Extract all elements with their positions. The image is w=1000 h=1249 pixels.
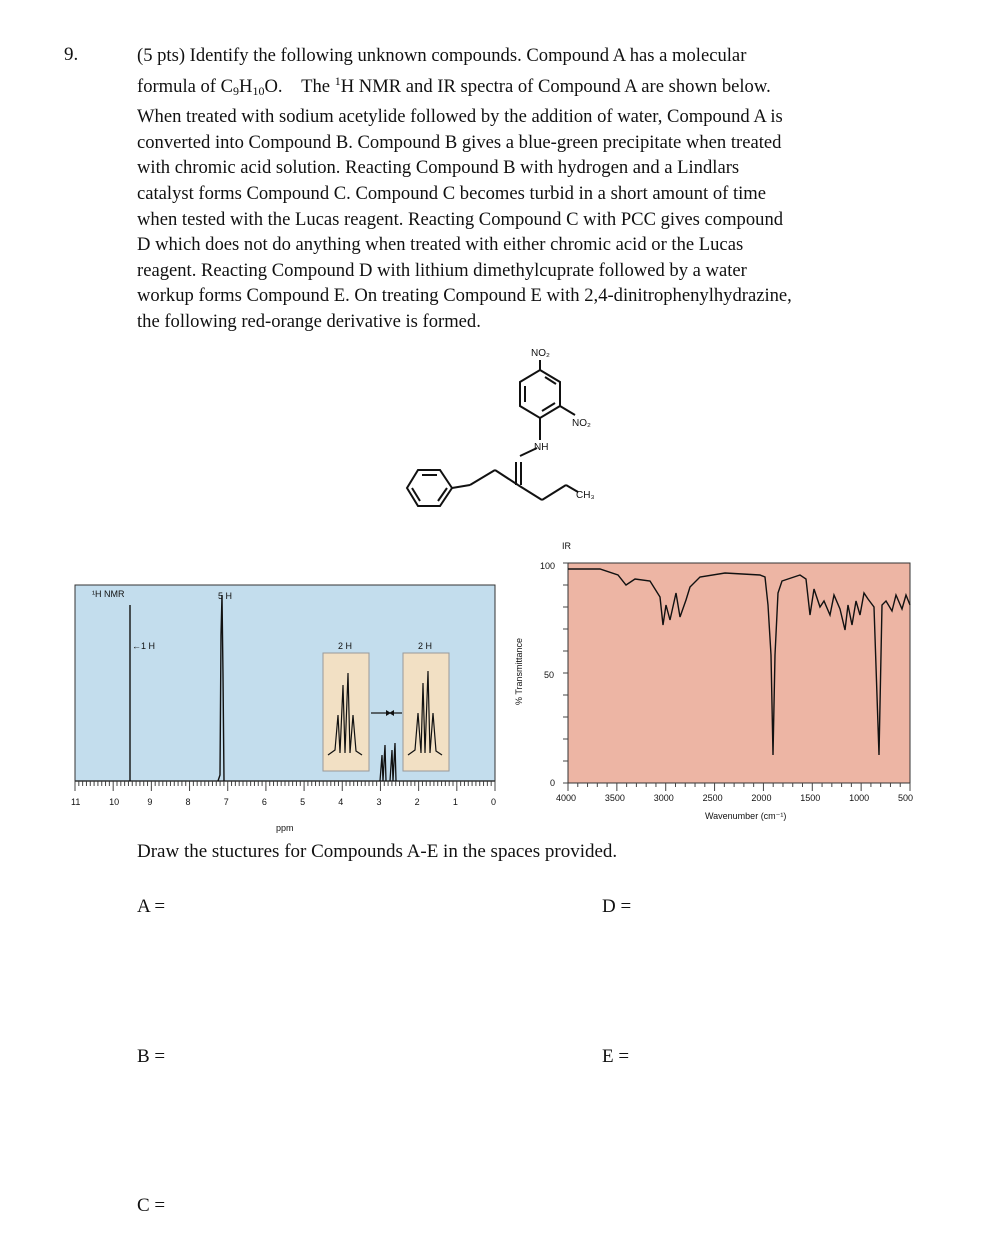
ir-y-tick-50: 50 — [544, 670, 555, 680]
ir-spectrum — [500, 535, 920, 825]
problem-line-6: catalyst forms Compound C. Compound C becomes turbid in a short amount of time — [137, 182, 767, 204]
problem-line-5: with chromic acid solution. Reacting Compound B with hydrogen and a Lindlars — [137, 157, 740, 179]
the-word: The — [301, 75, 335, 97]
answer-d-label: D = — [602, 896, 632, 917]
ir-y-tick-100: 100 — [540, 561, 556, 571]
nmr-tick-label: 2 — [414, 797, 420, 807]
nmr-tick-marks — [75, 781, 495, 791]
problem-line-1: (5 pts) Identify the following unknown compounds. Compound A has a molecular — [137, 45, 747, 66]
ir-tick-label: 2500 — [702, 793, 723, 803]
nmr-tick-label: 0 — [491, 797, 497, 807]
nmr-tick-label: 3 — [376, 797, 382, 807]
ir-tick-label: 2000 — [751, 793, 772, 803]
ir-y-label: % Transmittance — [514, 637, 524, 705]
label-no2-top: NO₂ — [531, 348, 550, 359]
problem-number: 9. — [64, 44, 79, 65]
nmr-peak-label-1h: ←1 H — [132, 641, 156, 651]
nmr-title: ¹H NMR — [92, 589, 125, 599]
label-no2-side: NO₂ — [572, 418, 591, 429]
formula-c-count: 9 — [233, 83, 240, 98]
bond-ring-no2-side — [560, 406, 575, 415]
bond-ch2-ch2 — [470, 470, 495, 485]
problem-line-11: the following red-orange derivative is formed. — [137, 310, 481, 332]
nmr-tick-label: 9 — [147, 797, 153, 807]
instruction: Draw the stuctures for Compounds A-E in the spaces provided. — [137, 841, 618, 862]
ir-tick-label: 4000 — [556, 793, 577, 803]
formula-h: H — [239, 75, 253, 97]
answer-b-label: B = — [137, 1046, 166, 1067]
problem-line-2 — [137, 69, 937, 105]
ir-tick-label: 3500 — [604, 793, 625, 803]
problem-line-4: converted into Compound B. Compound B gives a blue-green precipitate when treated — [137, 131, 782, 153]
formula-h-count: 10 — [252, 83, 265, 98]
nmr-tick-label: 11 — [71, 797, 81, 807]
nmr-peak-label-2h-b: 2 H — [418, 641, 433, 651]
problem-text — [137, 43, 937, 335]
ir-tick-label: 1000 — [849, 793, 870, 803]
nmr-x-label: ppm — [276, 823, 294, 833]
ir-tick-label: 500 — [898, 793, 914, 803]
answer-a-label: A = — [137, 896, 166, 917]
answer-c-label: C = — [137, 1195, 166, 1216]
problem-line-3: When treated with sodium acetylide followed by the addition of water, Compound A is — [137, 106, 783, 128]
ir-plot-area — [568, 563, 910, 783]
nmr-peak-label-5h: 5 H — [218, 591, 233, 601]
nmr-tick-label: 4 — [338, 797, 344, 807]
nmr-tick-label: 5 — [300, 797, 306, 807]
label-nh: NH — [534, 442, 549, 453]
nmr-tick-label: 10 — [109, 797, 120, 807]
formula-o: O. — [264, 75, 283, 97]
nmr-tick-label: 1 — [452, 797, 458, 807]
bond-c-ch2-right — [518, 485, 542, 500]
nmr-tick-label: 7 — [223, 797, 229, 807]
ir-tick-label: 1500 — [800, 793, 821, 803]
nmr-tick-label: 6 — [261, 797, 267, 807]
bond-c-ch2-left — [495, 470, 518, 485]
nmr-peak-label-2h-a: 2 H — [338, 641, 353, 651]
label-ch3: CH₃ — [576, 490, 595, 501]
nmr-tick-label: 8 — [185, 797, 191, 807]
dnp-derivative-structure — [400, 340, 640, 530]
h-superscript: 1 — [334, 73, 341, 88]
formula-prefix: formula of C — [137, 75, 234, 97]
bond-ch2-ch2-right — [542, 485, 566, 500]
problem-line-10: workup forms Compound E. On treating Compound E with 2,4-dinitrophenylhydrazine, — [137, 285, 792, 307]
ir-tick-label: 3000 — [653, 793, 674, 803]
ir-y-tick-0: 0 — [550, 778, 556, 788]
answer-e-label: E = — [602, 1046, 630, 1067]
problem-line-2-rest: H NMR and IR spectra of Compound A are shown below. — [340, 75, 771, 97]
nmr-spectrum — [60, 565, 500, 840]
problem-line-9: reagent. Reacting Compound D with lithium dimethylcuprate followed by a water — [137, 259, 747, 281]
problem-line-7: when tested with the Lucas reagent. Reacting Compound C with PCC gives compound — [137, 208, 784, 230]
problem-line-8: D which does not do anything when treated with either chromic acid or the Lucas — [137, 234, 744, 256]
ir-x-label: Wavenumber (cm⁻¹) — [705, 811, 787, 821]
bond-ch2-phenyl — [452, 485, 470, 488]
ir-title: IR — [562, 541, 571, 551]
